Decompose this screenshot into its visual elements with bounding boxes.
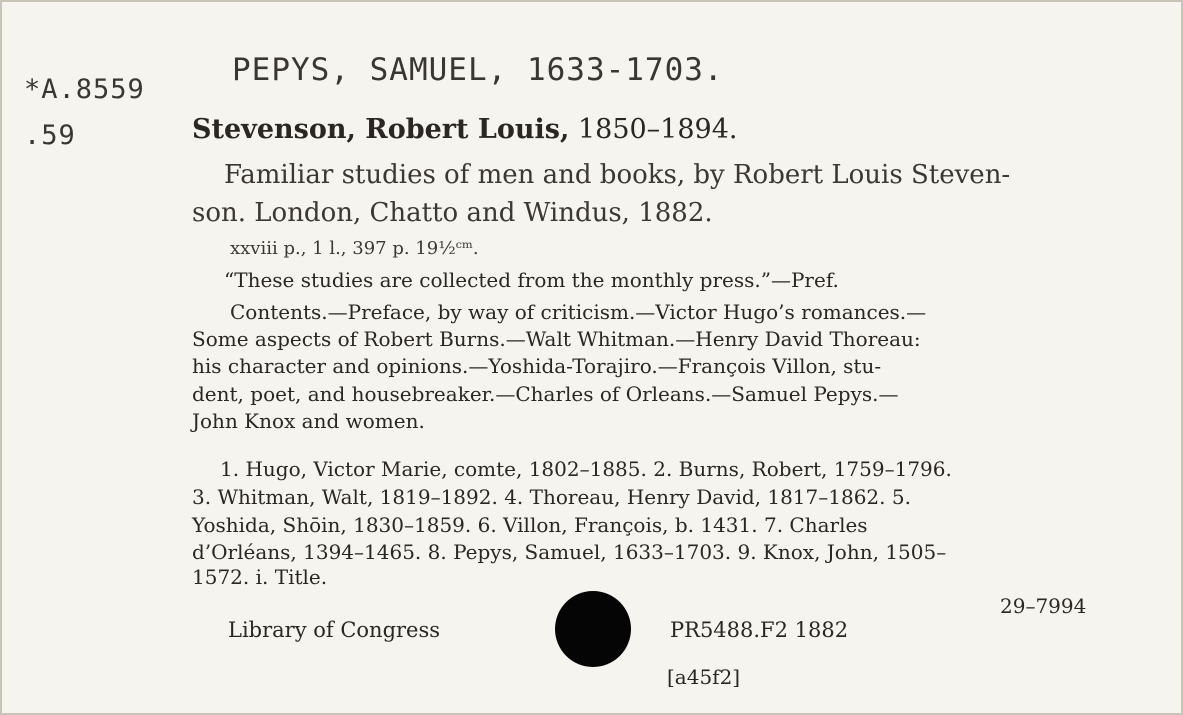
call-number-line-1: *A.8559 <box>24 74 145 105</box>
lccn-number: 29–7994 <box>1000 594 1087 618</box>
library-name: Library of Congress <box>228 618 441 642</box>
contents-line: Some aspects of Robert Burns.—Walt Whitman.—Henry David Thoreau: <box>192 327 921 351</box>
call-number-line-2: .59 <box>24 120 76 151</box>
tracing-line: Yoshida, Shōin, 1830–1859. 6. Villon, François, b. 1431. 7. Charles <box>192 513 868 537</box>
author-dates: 1850–1894. <box>577 114 738 145</box>
collation: xxviii p., 1 l., 397 p. 19½ᶜᵐ. <box>230 238 479 259</box>
tracing-line: 1. Hugo, Victor Marie, comte, 1802–1885. 2. Burns, Robert, 1759–1796. <box>220 457 952 481</box>
contents-line: his character and opinions.—Yoshida-Torajiro.—François Villon, stu- <box>192 354 882 378</box>
tracing-line: 1572. i. Title. <box>192 565 328 589</box>
print-code: [a45f2] <box>667 665 741 689</box>
author-name: Stevenson, Robert Louis, <box>192 114 570 145</box>
lc-call-number: PR5488.F2 1882 <box>670 618 849 642</box>
tracing-line: 3. Whitman, Walt, 1819–1892. 4. Thoreau, Henry David, 1817–1862. 5. <box>192 485 911 509</box>
contents-line: dent, poet, and housebreaker.—Charles of Orleans.—Samuel Pepys.— <box>192 382 899 406</box>
title-line-2: son. London, Chatto and Windus, 1882. <box>192 198 713 228</box>
source-note: “These studies are collected from the monthly press.”—Pref. <box>224 268 839 292</box>
main-entry-author <box>192 114 737 145</box>
contents-line: John Knox and women. <box>192 409 425 433</box>
added-entry-heading: PEPYS, SAMUEL, 1633-1703. <box>232 52 724 88</box>
punch-hole <box>555 591 631 667</box>
tracing-line: d’Orléans, 1394–1465. 8. Pepys, Samuel, 1633–1703. 9. Knox, John, 1505– <box>192 540 947 564</box>
contents-line: Contents.—Preface, by way of criticism.—Victor Hugo’s romances.— <box>230 300 927 324</box>
title-line-1: Familiar studies of men and books, by Robert Louis Steven- <box>224 160 1011 190</box>
